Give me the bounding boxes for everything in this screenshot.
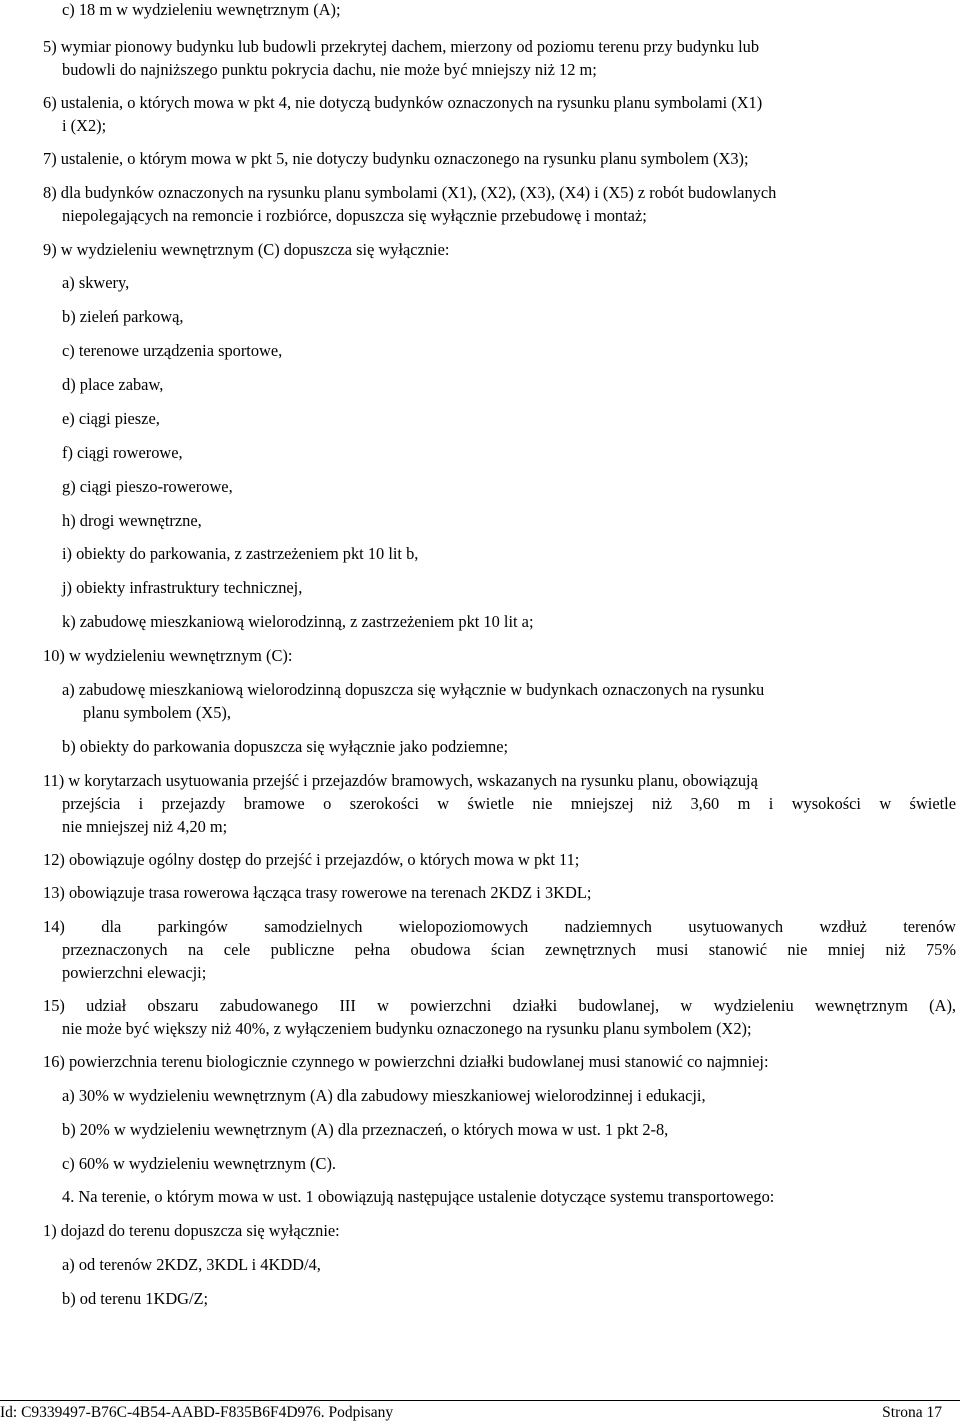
paragraph (43, 994, 956, 1040)
text-line: 16) powierzchnia terenu biologicznie czynnego w powierzchni działki budowlanej musi stanowić co najmniej: (43, 1052, 769, 1071)
text-line: 4. Na terenie, o którym mowa w ust. 1 obowiązują następujące ustalenie dotyczące systemu transportowego: (62, 1187, 775, 1206)
text-line: 1) dojazd do terenu dopuszcza się wyłącznie: (43, 1221, 340, 1240)
list-item: i) obiekty do parkowania, z zastrzeżeniem pkt 10 lit b, (62, 544, 419, 563)
page-number: Strona 17 (882, 1404, 942, 1421)
text-line: 5) wymiar pionowy budynku lub budowli przekrytej dachem, mierzony od poziomu terenu przy budynku lub (43, 37, 760, 56)
paragraph (62, 678, 956, 724)
list-item: b) obiekty do parkowania dopuszcza się wyłącznie jako podziemne; (62, 737, 509, 756)
list-item: a) 30% w wydzieleniu wewnętrznym (A) dla zabudowy mieszkaniowej wielorodzinnej i edukacji, (62, 1086, 706, 1105)
text-line: 10) w wydzieleniu wewnętrznym (C): (43, 646, 293, 665)
list-item: k) zabudowę mieszkaniową wielorodzinną, z zastrzeżeniem pkt 10 lit a; (62, 612, 534, 631)
list-item: h) drogi wewnętrzne, (62, 511, 202, 530)
text-line: 15) udział obszaru zabudowanego III w powierzchni działki budowlanej, w wydzieleniu wewnętrznym (A), (43, 996, 956, 1015)
text-line: przejścia i przejazdy bramowe o szerokości w świetle nie mniejszej niż 3,60 m i wysokości w świetle (62, 794, 956, 813)
text-line: c) 18 m w wydzieleniu wewnętrznym (A); (62, 0, 341, 19)
text-line: 12) obowiązuje ogólny dostęp do przejść i przejazdów, o których mowa w pkt 11; (43, 850, 580, 869)
list-item: b) 20% w wydzieleniu wewnętrznym (A) dla przeznaczeń, o których mowa w ust. 1 pkt 2-8, (62, 1120, 669, 1139)
text-line: przeznaczonych na cele publiczne pełna obudowa ścian zewnętrznych musi stanowić nie mniej niż 75% (62, 940, 956, 959)
list-item: b) od terenu 1KDG/Z; (62, 1289, 209, 1308)
text-line: budowli do najniższego punktu pokrycia dachu, nie może być mniejszy niż 12 m; (62, 60, 597, 79)
text-line: 13) obowiązuje trasa rowerowa łącząca trasy rowerowe na terenach 2KDZ i 3KDL; (43, 883, 592, 902)
text-line: a) zabudowę mieszkaniową wielorodzinną dopuszcza się wyłącznie w budynkach oznaczonych na rysunku (62, 680, 765, 699)
paragraph (43, 91, 956, 137)
text-line: i (X2); (62, 116, 107, 135)
paragraph (43, 35, 956, 81)
document-id: Id: C9339497-B76C-4B54-AABD-F835B6F4D976. Podpisany (0, 1404, 394, 1421)
list-item: j) obiekty infrastruktury technicznej, (62, 578, 303, 597)
text-line: 7) ustalenie, o którym mowa w pkt 5, nie dotyczy budynku oznaczonego na rysunku planu symbolem (X3); (43, 149, 749, 168)
paragraph (43, 769, 956, 838)
paragraph (43, 915, 956, 984)
list-item: e) ciągi piesze, (62, 409, 160, 428)
text-line: niepolegających na remoncie i rozbiórce, dopuszcza się wyłącznie przebudowę i montaż; (62, 206, 647, 225)
list-item: f) ciągi rowerowe, (62, 443, 183, 462)
list-item: g) ciągi pieszo-rowerowe, (62, 477, 233, 496)
text-line: 8) dla budynków oznaczonych na rysunku planu symbolami (X1), (X2), (X3), (X4) i (X5) z robót budowlanych (43, 183, 777, 202)
list-item: d) place zabaw, (62, 375, 164, 394)
list-item: c) terenowe urządzenia sportowe, (62, 341, 283, 360)
text-line: nie może być większy niż 40%, z wyłączeniem budynku oznaczonego na rysunku planu symbolem (X2); (62, 1019, 752, 1038)
list-item: b) zieleń parkową, (62, 307, 184, 326)
text-line: powierzchni elewacji; (62, 963, 207, 982)
text-line: 6) ustalenia, o których mowa w pkt 4, nie dotyczą budynków oznaczonych na rysunku planu symbolami (X1) (43, 93, 763, 112)
text-line: 14) dla parkingów samodzielnych wielopoziomowych nadziemnych usytuowanych wzdłuż terenów (43, 917, 956, 936)
list-item: a) skwery, (62, 273, 130, 292)
paragraph (43, 181, 956, 227)
footer-divider (0, 1400, 960, 1401)
text-line: planu symbolem (X5), (83, 703, 231, 722)
text-line: 11) w korytarzach usytuowania przejść i przejazdów bramowych, wskazanych na rysunku planu, obowiązują (43, 771, 758, 790)
text-line: nie mniejszej niż 4,20 m; (62, 817, 228, 836)
list-item: a) od terenów 2KDZ, 3KDL i 4KDD/4, (62, 1255, 321, 1274)
text-line: 9) w wydzieleniu wewnętrznym (C) dopuszcza się wyłącznie: (43, 240, 450, 259)
list-item: c) 60% w wydzieleniu wewnętrznym (C). (62, 1154, 336, 1173)
